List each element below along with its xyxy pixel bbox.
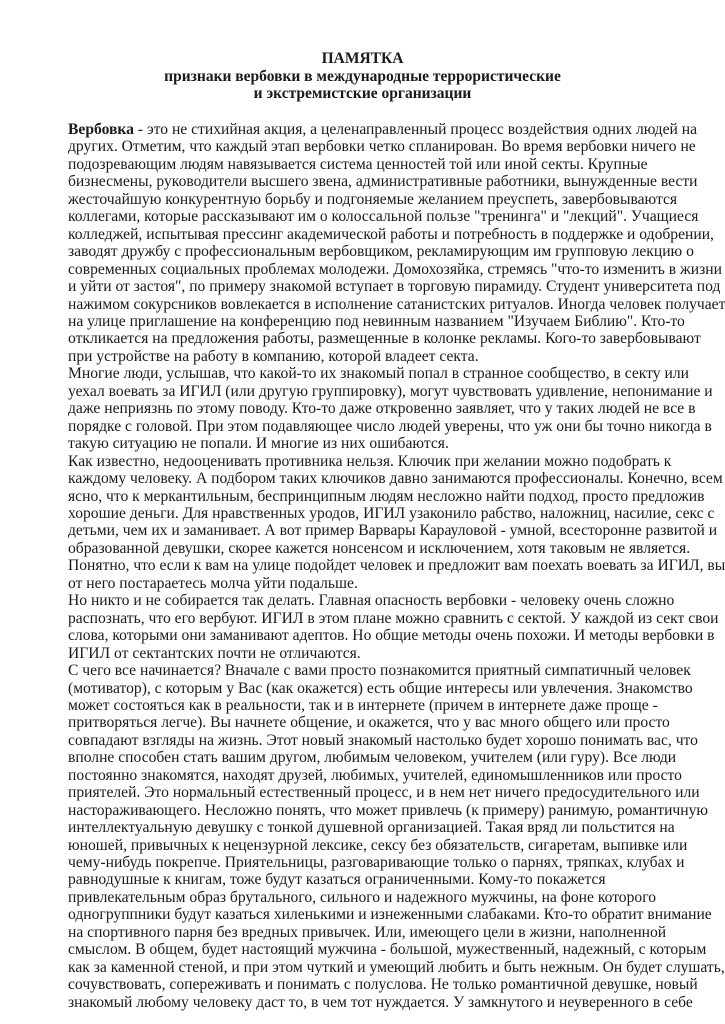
text-line: жесточайшую конкурентную борьбу и подгоняемые желанием преуспеть, завербовываются: [68, 190, 678, 208]
text-line-rest: - это не стихийная акция, а целенаправленный процесс воздействия одних людей на: [133, 121, 698, 138]
lead-term: Вербовка: [68, 121, 134, 138]
text-line: может состояться как в реальности, так и в интернете (причем в интернете даже проще -: [68, 696, 658, 714]
text-line: Но никто и не собирается так делать. Главная опасность вербовки - человеку очень сложно: [68, 592, 675, 610]
text-line: [68, 121, 698, 138]
text-line: приятелей. Это нормальный естественный процесс, и в нем нет ничего предосудительного или: [68, 784, 700, 802]
text-line: заводят дружбу с профессиональным вербовщиком, рекламирующим им групповую лекцию о: [68, 243, 694, 261]
text-line: сочувствовать, сопереживать и понимать с полуслова. Не только романтичной девушке, новый: [68, 976, 698, 994]
text-line: каждому человеку. А подбором таких ключиков давно занимаются профессионалы. Конечно, всем: [68, 470, 723, 488]
text-line: распознать, что его вербуют. ИГИЛ в этом плане можно сравнить с сектой. У каждой из сект свои: [68, 609, 719, 627]
paragraph: [68, 365, 713, 453]
text-line: одногруппники будут казаться хиленькими и изнеженными слабаками. Кто-то обратит внимание: [68, 906, 712, 924]
paragraph: [68, 121, 725, 365]
text-line: и уйти от застоя", по примеру знакомой вступает в торговую пирамиду. Студент университета под: [68, 278, 721, 296]
text-line: ИГИЛ от сектантских почти не отличаются.: [68, 644, 361, 662]
text-line: коллегами, которые рассказывают им о колоссальной пользе "тренинга" и "лекций". Учащиеся: [68, 208, 699, 226]
text-line: интеллектуальную девушку с тонкой душевной организацией. Такая вряд ли польстится на: [68, 819, 675, 837]
text-line: образованной девушки, скорее кажется нонсенсом и исключением, хотя таковым не является.: [68, 539, 691, 557]
text-line: даже неприязнь по этому поводу. Кто-то даже откровенно заявляет, что у таких людей не все в: [68, 400, 696, 418]
text-line: вполне способен стать вашим другом, любимым человеком, учителем (или гуру). Все люди: [68, 749, 677, 767]
document-subtitle-line-2: и экстремистские организации: [253, 85, 472, 102]
text-line: притворяться легче). Вы начнете общение, и окажется, что у вас много общего или просто: [68, 714, 670, 732]
text-line: такую ситуацию не попали. И многие из них ошибаются.: [68, 435, 449, 453]
text-line: привлекательным образ брутального, сильного и надежного мужчины, на фоне которого: [68, 888, 657, 906]
text-line: бизнесмены, руководители высшего звена, административные работники, вынужденные вести: [68, 173, 698, 191]
text-line: других. Отметим, что каждый этап вербовки четко спланирован. Во время вербовки ничего не: [68, 138, 696, 156]
text-line: нажимом сокурсников вовлекается в исполнение сатанистских ритуалов. Иногда человек получает: [68, 295, 725, 313]
text-line: хорошие деньги. Для нравственных уродов, ИГИЛ узаконило рабство, наложниц, насилие, секс с: [68, 504, 715, 522]
text-line: Как известно, недооценивать противника нельзя. Ключик при желании можно подобрать к: [68, 452, 672, 470]
text-line: колледжей, испытывая прессинг академической работы и потребность в поддержке и одобрении,: [68, 225, 714, 243]
text-line: чему-нибудь покрепче. Приятельницы, разговаривающие только о парнях, тряпках, клубах и: [68, 854, 685, 872]
text-line: Многие люди, услышав, что какой-то их знакомый попал в странное сообщество, в секту или: [68, 365, 689, 383]
text-line: при устройстве на работу в компанию, которой владеет секта.: [68, 347, 479, 365]
text-line: от него постараетесь молча уйти подальше.: [68, 574, 358, 592]
text-line: совпадают взгляды на жизнь. Этот новый знакомый настолько будет хорошо понимать вас, что: [68, 731, 698, 749]
text-line: современных социальных проблемах молодежи. Домохозяйка, стремясь "что-то изменить в жизни: [68, 260, 722, 278]
text-line: С чего все начинается? Вначале с вами просто познакомится приятный симпатичный человек: [68, 662, 691, 680]
text-line: порядке с головой. При этом подавляющее число людей уверены, что уж они бы точно никогда в: [68, 417, 712, 435]
text-line: детьми, чем их и заманивает. А вот пример Варвары Карауловой - умной, всесторонне развитой и: [68, 522, 718, 540]
document-subtitle-line-1: признаки вербовки в международные террористические: [164, 67, 561, 85]
text-line: как за каменной стеной, и при этом чуткий и умеющий любить и быть нежным. Он будет слушать,: [68, 958, 725, 976]
text-line: на спортивного парня без вредных привычек. Или, имеющего цели в жизни, наполненной: [68, 923, 667, 941]
text-line: постоянно знакомятся, находят друзей, любимых, учителей, единомышленников или просто: [68, 766, 682, 784]
document-header: [0, 50, 725, 103]
text-line: уехал воевать за ИГИЛ (или другую группировку), могут чувствовать удивление, непонимание и: [68, 382, 713, 400]
text-line: юношей, привычных к нецензурной лексике, сексу без обязательств, сигаретам, выпивке или: [68, 836, 688, 854]
paragraph: [68, 452, 725, 593]
text-line: подозревающим людям навязывается система ценностей той или иной секты. Крупные: [68, 155, 648, 173]
text-line: знакомый любому человеку даст то, в чем тот нуждается. У замкнутого и неуверенного в себе: [68, 993, 693, 1011]
text-line: на улице приглашение на конференцию под невинным названием "Изучаем Библию". Кто-то: [68, 312, 685, 330]
text-line: (мотиватор), с которым у Вас (как окажется) есть общие интересы или увлечения. Знакомство: [68, 679, 693, 697]
text-line: Понятно, что если к вам на улице подойдет человек и предложит вам поехать воевать за ИГИЛ, вы: [68, 557, 725, 575]
text-line: откликается на предложения работы, размещенные в колонке рекламы. Кого-то завербовывают: [68, 330, 701, 348]
text-line: настораживающего. Несложно понять, что может привлечь (к примеру) ранимую, романтичную: [68, 801, 709, 819]
text-line: слова, которыми они заманивают адептов. Но общие методы очень похожи. И методы вербовки в: [68, 627, 715, 645]
text-line: равнодушные к книгам, тоже будут казаться ограниченными. Кому-то покажется: [68, 871, 606, 889]
paragraph: [68, 592, 719, 662]
text-line: смыслом. В общем, будет настоящий мужчина - большой, мужественный, надежный, с которым: [68, 941, 707, 959]
text-line: ясно, что к меркантильным, беспринципным людям несложно найти подход, просто предложив: [68, 487, 705, 505]
document-title: ПАМЯТКА: [321, 50, 404, 67]
paragraph: [68, 662, 725, 1011]
document-body: [68, 121, 725, 1011]
